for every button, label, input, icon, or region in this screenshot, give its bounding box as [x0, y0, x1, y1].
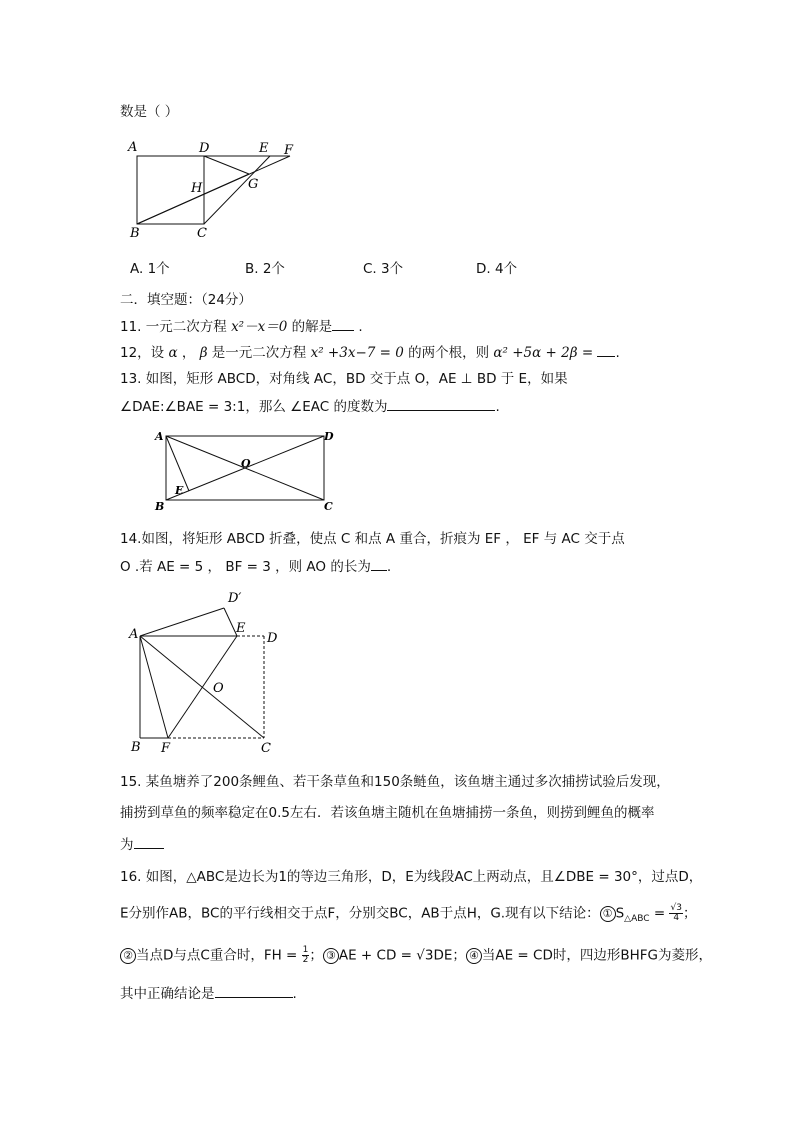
label-a-13: A — [155, 430, 164, 443]
label-b: B — [130, 226, 140, 241]
label-e: E — [259, 141, 269, 156]
label-h: H — [191, 181, 203, 196]
conclusion-4-marker: ④ — [466, 948, 482, 964]
q14-line2-text: O .若 AE = 5 ， BF = 3 ，则 AO 的长为 — [120, 559, 371, 575]
q16-c4-text: 当AE = CD时，四边形BHFG为菱形， — [481, 947, 712, 964]
figure-q13 — [150, 428, 340, 516]
line-adp — [140, 608, 224, 636]
q14-line2: O .若 AE = 5 ， BF = 3 ，则 AO 的长为 . — [120, 559, 392, 575]
q16-line2: E分别作AB，BC的平行线相交于点F，分别交BC，AB于点H，G.现有以下结论： ① $S_{\triangle ABC}$ = $\frac{√3}{4}$ ； — [120, 903, 697, 925]
q16-c1-fraction — [669, 904, 682, 923]
q16-c1-den: 4 — [673, 913, 680, 923]
q16-c2-text: 当点D与点C重合时，FH = — [136, 947, 302, 964]
q16-c2-den: 2 — [302, 955, 309, 965]
q15-answer-blank — [134, 836, 164, 849]
q10-option-c: C. 3个 — [363, 261, 404, 277]
q16-line4-text: 其中正确结论是 — [120, 986, 215, 1002]
q16-c1-eq: = — [649, 905, 670, 922]
conclusion-1-marker: ① — [600, 906, 616, 922]
q16-line2-text: E分别作AB，BC的平行线相交于点F，分别交BC，AB于点H，G.现有以下结论： — [120, 905, 600, 922]
figure-q14 — [125, 586, 285, 756]
q12-text2: 的两个根，则 — [403, 345, 494, 361]
figure-q13-svg — [150, 428, 340, 516]
q12-text: 是一元二次方程 — [207, 345, 311, 361]
q16-line1: 16. 如图，△ABC是边长为1的等边三角形，D，E为线段AC上两动点，且∠DBE = 30°，过点D， — [120, 869, 703, 885]
q10-option-d: D. 4个 — [476, 261, 518, 277]
label-f: F — [284, 143, 294, 158]
q16-c2-fraction — [302, 946, 310, 965]
q15-line2: 捕捞到草鱼的频率稳定在0.5左右．若该鱼塘主随机在鱼塘捕捞一条鱼，则捞到鲤鱼的概率 — [120, 805, 655, 821]
q13-answer-blank — [387, 398, 495, 411]
q11-math: x²－x＝0 — [231, 319, 288, 335]
label-a-14: A — [129, 627, 139, 642]
label-o-14: O — [213, 681, 224, 696]
q14-line1: 14.如图，将矩形 ABCD 折叠，使点 C 和点 A 重合，折痕为 EF ， EF 与 AC 交于点 — [120, 531, 625, 547]
label-o-13: O — [241, 457, 251, 470]
q10-option-a: A. 1个 — [130, 261, 170, 277]
line-af — [140, 636, 168, 738]
q16-c1-sub: △ABC — [624, 914, 650, 925]
label-g: G — [248, 177, 259, 192]
q10-option-b: B. 2个 — [245, 261, 285, 277]
section-2-heading: 二．填空题：（24分） — [120, 292, 252, 308]
figure-q10 — [125, 138, 305, 243]
question-12: 12，设 α ， β 是一元二次方程 x² +3x−7 = 0 的两个根，则 α² +5α + 2β = . — [120, 345, 620, 361]
label-b-14: B — [131, 740, 141, 755]
q12-answer-blank — [597, 344, 615, 357]
crease-ef — [168, 636, 237, 738]
label-f-14: F — [161, 741, 171, 756]
q11-suffix: 的解是 — [287, 319, 333, 335]
line-dg — [204, 156, 249, 174]
label-c-14: C — [261, 741, 271, 756]
q13-line2: ∠DAE:∠BAE = 3:1，那么 ∠EAC 的度数为 . — [120, 399, 500, 415]
q10-tail: 数是（ ） — [120, 104, 179, 120]
q11-answer-blank — [332, 318, 354, 331]
label-dprime: D′ — [228, 591, 242, 606]
label-d-14: D — [267, 631, 278, 646]
q12-prefix: 12，设 — [120, 345, 169, 361]
q15-line3 — [120, 836, 164, 853]
q12-expression: α² +5α + 2β = — [493, 345, 598, 361]
label-b-13: B — [155, 500, 165, 513]
q15-line3-text: 为 — [120, 837, 134, 853]
label-d: D — [199, 141, 210, 156]
figure-q10-svg — [125, 138, 305, 243]
q12-mid: ， — [177, 345, 200, 361]
q12-equation: x² +3x−7 = 0 — [310, 345, 404, 361]
label-a: A — [128, 140, 138, 155]
q16-line3: ② 当点D与点C重合时，FH = $\frac{1}{2}$ ； ③ AE + CD = √3DE； ④ 当AE = CD时，四边形BHFG为菱形， — [120, 946, 712, 965]
label-c-13: C — [324, 500, 333, 513]
label-c: C — [197, 226, 207, 241]
q12-beta: β — [199, 345, 208, 361]
q14-answer-blank — [371, 558, 387, 571]
conclusion-3-marker: ③ — [323, 948, 339, 964]
label-d-13: D — [324, 430, 334, 443]
conclusion-2-marker: ② — [120, 948, 136, 964]
figure-q14-svg — [125, 586, 285, 756]
question-11: 11. 一元二次方程 x²－x＝0 的解是 . — [120, 319, 363, 335]
q13-line2-text: ∠DAE:∠BAE = 3:1，那么 ∠EAC 的度数为 — [120, 399, 388, 415]
q16-c3-text: AE + CD = √3DE； — [338, 947, 466, 964]
q12-alpha: α — [168, 345, 178, 361]
q13-line1: 13. 如图，矩形 ABCD，对角线 AC，BD 交于点 O，AE ⊥ BD 于 E，如果 — [120, 371, 568, 387]
label-e-14: E — [236, 621, 246, 636]
q16-answer-blank — [215, 985, 293, 998]
q15-line1: 15. 某鱼塘养了200条鲤鱼、若干条草鱼和150条鲢鱼，该鱼塘主通过多次捕捞试验后发现， — [120, 774, 670, 790]
q16-c1-s: S — [615, 905, 625, 922]
q16-c1-num: √3 — [670, 903, 682, 913]
q11-prefix: 11. 一元二次方程 — [120, 319, 232, 335]
q16-line4: 其中正确结论是 . — [120, 986, 297, 1002]
q16-c2-num: 1 — [302, 945, 309, 955]
label-e-13: E — [175, 484, 184, 497]
